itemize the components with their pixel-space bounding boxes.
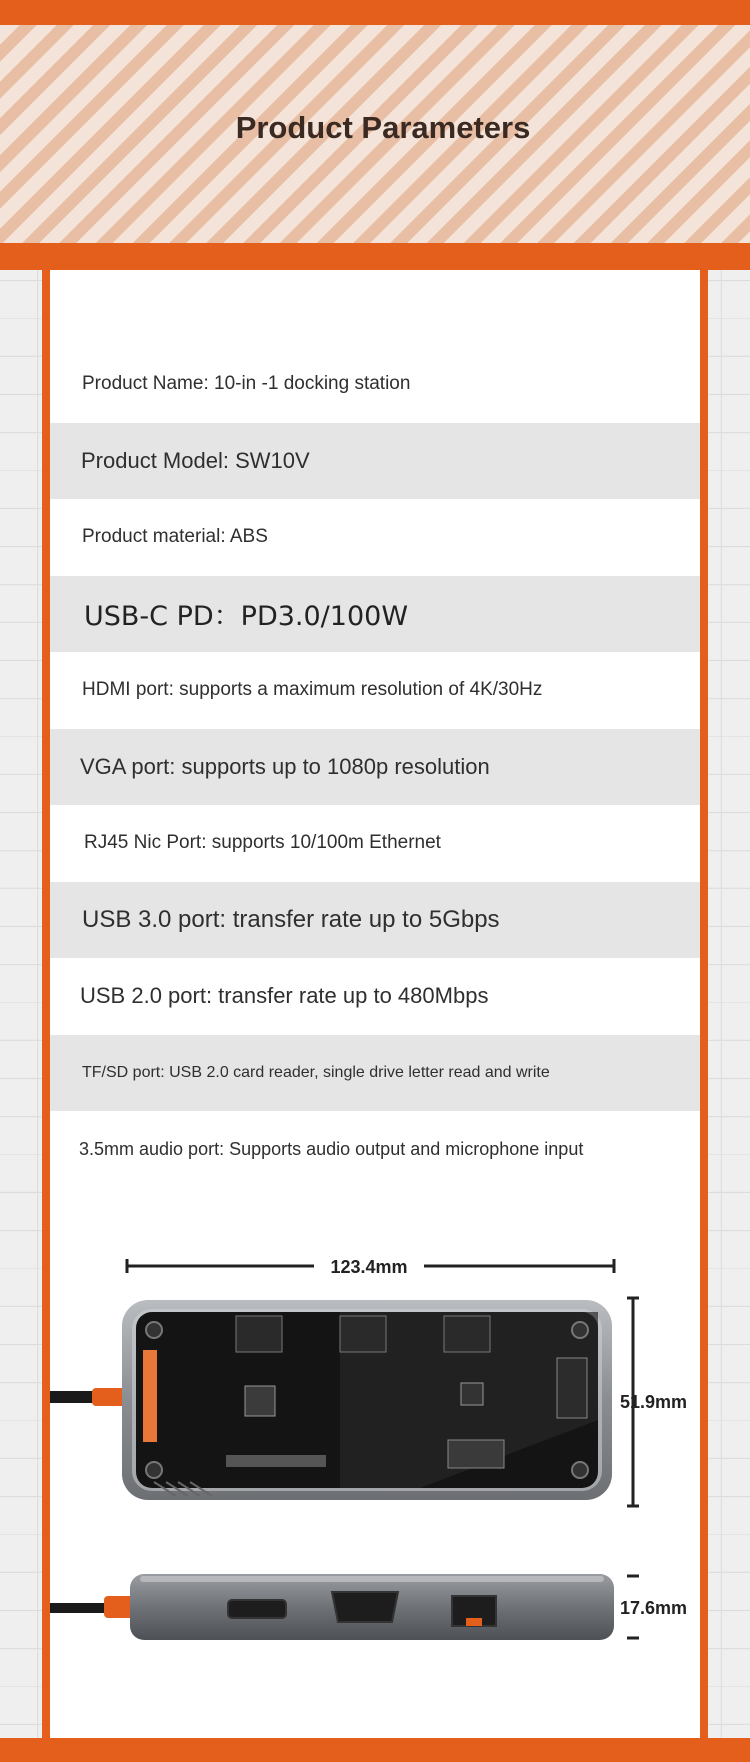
spec-text: USB 2.0 port: transfer rate up to 480Mbps bbox=[80, 983, 489, 1009]
spec-text: Product Model: SW10V bbox=[81, 447, 310, 473]
spec-row-usb-c-pd bbox=[50, 576, 700, 653]
width-label: 51.9mm bbox=[620, 1392, 688, 1412]
top-orange-bar bbox=[0, 0, 750, 25]
spec-row-audio bbox=[50, 1111, 700, 1188]
spec-text: TF/SD port: USB 2.0 card reader, single drive letter read and write bbox=[82, 1063, 550, 1081]
bottom-orange-bar bbox=[0, 1738, 750, 1762]
spec-text: Product Name: 10-in -1 docking station bbox=[82, 373, 411, 395]
spec-row-vga bbox=[50, 729, 700, 806]
spec-text: HDMI port: supports a maximum resolution of 4K/30Hz bbox=[82, 679, 543, 701]
spec-row-tf-sd bbox=[50, 1035, 700, 1112]
spec-text: VGA port: supports up to 1080p resolution bbox=[80, 753, 490, 779]
device-side-view bbox=[50, 1574, 614, 1640]
device-dimension-figure bbox=[0, 1230, 750, 1670]
spec-list bbox=[50, 346, 700, 1188]
spec-text: RJ45 Nic Port: supports 10/100m Ethernet bbox=[84, 832, 441, 854]
spec-row-product-name bbox=[50, 346, 700, 423]
spec-row-usb3 bbox=[50, 882, 700, 959]
spec-row-hdmi bbox=[50, 652, 700, 729]
length-label: 123.4mm bbox=[330, 1257, 408, 1277]
spec-text: USB 3.0 port: transfer rate up to 5Gbps bbox=[82, 905, 500, 933]
spec-text: USB-C PD：PD3.0/100W bbox=[84, 601, 409, 633]
header-bottom-bar bbox=[0, 243, 750, 270]
spec-row-usb2 bbox=[50, 958, 700, 1035]
spec-row-material bbox=[50, 499, 700, 576]
page-title: Product Parameters bbox=[235, 110, 531, 145]
device-top-view bbox=[50, 1300, 612, 1500]
spec-text: Product material: ABS bbox=[82, 526, 268, 548]
spec-text: 3.5mm audio port: Supports audio output and microphone input bbox=[79, 1138, 584, 1159]
height-label: 17.6mm bbox=[620, 1598, 688, 1618]
spec-row-rj45 bbox=[50, 805, 700, 882]
spec-row-product-model bbox=[50, 423, 700, 500]
